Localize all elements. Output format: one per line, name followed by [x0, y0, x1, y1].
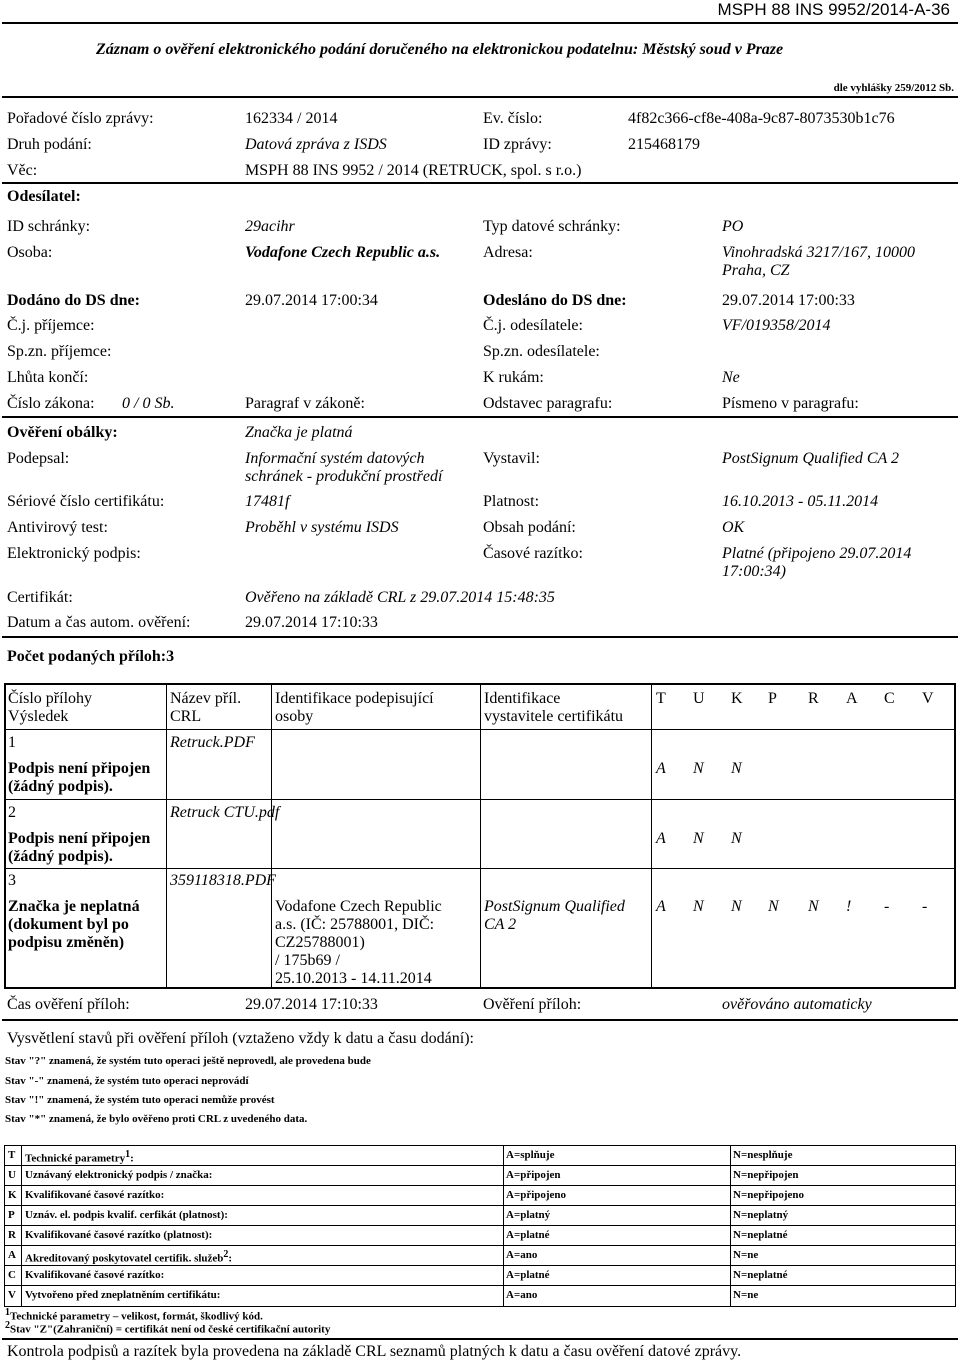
row1-flag-t: A: [656, 760, 666, 777]
row3-signer-line3: CZ25788001): [275, 934, 365, 951]
row1-result-line2: (žádný podpis).: [8, 778, 113, 795]
legend-intro: Vysvětlení stavů při ověření příloh (vztaženo vždy k datu a času dodání):: [7, 1030, 474, 1047]
odeslano-value: 29.07.2014 17:00:33: [722, 292, 855, 309]
podepsal-value-line1: Informační systém datových: [245, 450, 425, 467]
datum-value: 29.07.2014 17:10:33: [245, 614, 378, 631]
rukam-value: Ne: [722, 369, 740, 386]
poradove-label: Pořadové číslo zprávy:: [7, 110, 154, 127]
code-t-yes: A=splňuje: [506, 1149, 555, 1161]
row2-result-line2: (žádný podpis).: [8, 848, 113, 865]
osoba-value: Vodafone Czech Republic a.s.: [245, 244, 441, 261]
header-cislo-line2: Výsledek: [8, 708, 69, 725]
row1-number: 1: [8, 734, 16, 751]
code-c-desc: Kvalifikované časové razítko:: [25, 1269, 165, 1281]
idzpravy-label: ID zprávy:: [483, 136, 552, 153]
ev-value: 4f82c366-cf8e-408a-9c87-8073530b1c76: [628, 110, 895, 127]
pismeno-label: Písmeno v paragrafu:: [722, 395, 859, 412]
elpodpis-label: Elektronický podpis:: [7, 545, 141, 562]
header-nazev-line2: CRL: [170, 708, 202, 725]
code-c: C: [8, 1269, 16, 1281]
cj-odesilatele-value: VF/019358/2014: [722, 317, 831, 334]
code-v-desc: Vytvořeno před zneplatněním certifikátu:: [25, 1289, 221, 1301]
code-r-desc: Kvalifikované časové razítko (platnost):: [25, 1229, 213, 1241]
razitko-value-line2: 17:00:34): [722, 563, 786, 580]
razitko-value-line1: Platné (připojeno 29.07.2014: [722, 545, 912, 562]
poradove-value: 162334 / 2014: [245, 110, 338, 127]
spzn-odesilatele-label: Sp.zn. odesílatele:: [483, 343, 600, 360]
flag-header-v: V: [922, 690, 934, 707]
row3-signer-line2: a.s. (IČ: 25788001, DIČ:: [275, 916, 435, 933]
row2-result-line1: Podpis není připojen: [8, 830, 151, 847]
code-r: R: [8, 1229, 16, 1241]
decree-reference: dle vyhlášky 259/2012 Sb.: [833, 82, 954, 94]
dodano-value: 29.07.2014 17:00:34: [245, 292, 378, 309]
platnost-label: Platnost:: [483, 493, 540, 510]
header-ident-line2: osoby: [275, 708, 314, 725]
seriove-label: Sériové číslo certifikátu:: [7, 493, 165, 510]
code-u: U: [8, 1169, 16, 1181]
adresa-label: Adresa:: [483, 244, 533, 261]
druh-value: Datová zpráva z ISDS: [245, 136, 387, 153]
razitko-label: Časové razítko:: [483, 545, 583, 562]
header-ident-line1: Identifikace podepisující: [275, 690, 434, 707]
cas-overeni-value: 29.07.2014 17:10:33: [245, 996, 378, 1013]
row1-result-line1: Podpis není připojen: [8, 760, 151, 777]
row2-flag-t: A: [656, 830, 666, 847]
row1-filename: Retruck.PDF: [170, 734, 255, 751]
code-p-yes: A=platný: [506, 1209, 551, 1221]
row3-result-line1: Značka je neplatná: [8, 898, 140, 915]
code-a-desc: Akreditovaný poskytovatel certifik. služeb$^2$:: [25, 1249, 233, 1265]
podepsal-label: Podepsal:: [7, 450, 70, 467]
code-p: P: [8, 1209, 15, 1221]
row3-flag-k: N: [731, 898, 742, 915]
adresa-value-line1: Vinohradská 3217/167, 10000: [722, 244, 916, 261]
overeni-priloh-value: ověřováno automaticky: [722, 996, 872, 1013]
row3-signer-line1: Vodafone Czech Republic: [275, 898, 442, 915]
row1-flag-k: N: [731, 760, 742, 777]
flag-header-p: P: [768, 690, 777, 707]
row3-flag-r: N: [808, 898, 819, 915]
row3-flag-c: -: [884, 898, 890, 915]
code-a-yes: A=ano: [506, 1249, 538, 1261]
overeni-obalky-label: Ověření obálky:: [7, 424, 118, 441]
code-u-desc: Uznávaný elektronický podpis / značka:: [25, 1169, 213, 1181]
code-r-no: N=neplatné: [733, 1229, 788, 1241]
adresa-value-line2: Praha, CZ: [722, 262, 790, 279]
row2-number: 2: [8, 804, 16, 821]
platnost-value: 16.10.2013 - 05.11.2014: [722, 493, 879, 510]
ev-label: Ev. číslo:: [483, 110, 543, 127]
legend-line-4: Stav "*" znamená, že bylo ověřeno proti CRL z uvedeného data.: [5, 1113, 308, 1125]
legend-line-1: Stav "?" znamená, že systém tuto operaci ještě neprovedl, ale provedena bude: [5, 1055, 371, 1067]
legend-line-3: Stav "!" znamená, že systém tuto operaci nemůže provést: [5, 1094, 275, 1106]
code-v-yes: A=ano: [506, 1289, 538, 1301]
header-vystavitel-line1: Identifikace: [484, 690, 561, 707]
code-k: K: [8, 1189, 17, 1201]
row3-flag-v: -: [922, 898, 928, 915]
odesilatel-heading: Odesílatel:: [7, 188, 81, 205]
row3-issuer-line2: CA 2: [484, 916, 517, 933]
code-c-no: N=neplatné: [733, 1269, 788, 1281]
row3-flag-p: N: [768, 898, 779, 915]
idschranky-value: 29acihr: [245, 218, 295, 235]
typ-value: PO: [722, 218, 744, 235]
code-a: A: [8, 1249, 16, 1261]
footnote-2: $^2$Stav "Z"(Zahraniční) = certifikát není od české certifikační autority: [5, 1320, 331, 1336]
row3-signer-line4: / 175b69 /: [275, 952, 340, 969]
legend-line-2: Stav "-" znamená, že systém tuto operaci neprovádí: [5, 1075, 249, 1087]
vystavil-value: PostSignum Qualified CA 2: [722, 450, 900, 467]
header-cislo-line1: Číslo přílohy: [8, 690, 93, 707]
document-title: Záznam o ověření elektronického podání doručeného na elektronickou podatelnu: Městský soud v Praze: [96, 41, 784, 58]
code-v-no: N=ne: [733, 1289, 759, 1301]
row3-flag-t: A: [656, 898, 666, 915]
header-nazev-line1: Název příl.: [170, 690, 242, 707]
code-u-no: N=nepřipojen: [733, 1169, 799, 1181]
code-k-desc: Kvalifikované časové razítko:: [25, 1189, 165, 1201]
code-c-yes: A=platné: [506, 1269, 550, 1281]
zakon-label: Číslo zákona:: [7, 395, 95, 412]
spzn-prijemce-label: Sp.zn. příjemce:: [7, 343, 112, 360]
code-t-desc: Technické parametry$^1$:: [25, 1149, 134, 1165]
row3-signer-line5: 25.10.2013 - 14.11.2014: [275, 970, 432, 987]
odstavec-label: Odstavec paragrafu:: [483, 395, 613, 412]
cas-overeni-label: Čas ověření příloh:: [7, 996, 130, 1013]
code-t: T: [8, 1149, 16, 1161]
rukam-label: K rukám:: [483, 369, 544, 386]
code-a-no: N=ne: [733, 1249, 759, 1261]
row3-flag-a: !: [846, 898, 852, 915]
footnote-1: $^1$Technické parametry – velikost, formát, škodlivý kód.: [5, 1307, 263, 1323]
vec-label: Věc:: [7, 162, 38, 179]
podepsal-value-line2: schránek - produkční prostředí: [245, 468, 443, 485]
row3-issuer-line1: PostSignum Qualified: [484, 898, 625, 915]
typ-label: Typ datové schránky:: [483, 218, 621, 235]
row2-flag-u: N: [693, 830, 704, 847]
cj-prijemce-label: Č.j. příjemce:: [7, 317, 95, 334]
flag-header-t: T: [656, 690, 666, 707]
flag-header-k: K: [731, 690, 743, 707]
code-r-yes: A=platné: [506, 1229, 550, 1241]
code-u-yes: A=připojen: [506, 1169, 561, 1181]
dodano-label: Dodáno do DS dne:: [7, 292, 140, 309]
vec-value: MSPH 88 INS 9952 / 2014 (RETRUCK, spol. s r.o.): [245, 162, 582, 179]
overeni-obalky-value: Značka je platná: [245, 424, 353, 441]
code-t-no: N=nesplňuje: [733, 1149, 793, 1161]
code-k-no: N=nepřipojeno: [733, 1189, 805, 1201]
obsah-label: Obsah podání:: [483, 519, 576, 536]
bottom-note: Kontrola podpisů a razítek byla provedena na základě CRL seznamů platných k datu a času ověření datové zprávy.: [7, 1343, 742, 1360]
header-vystavitel-line2: vystavitele certifikátu: [484, 708, 624, 725]
row3-filename: 359118318.PDF: [170, 872, 276, 889]
code-k-yes: A=připojeno: [506, 1189, 567, 1201]
flag-header-u: U: [693, 690, 705, 707]
row2-flag-k: N: [731, 830, 742, 847]
pocet-priloh: Počet podaných příloh:3: [7, 648, 175, 665]
flag-header-r: R: [808, 690, 819, 707]
code-a-sup: 2: [223, 1249, 229, 1260]
zakon-value: 0 / 0 Sb.: [122, 395, 175, 412]
cj-odesilatele-label: Č.j. odesílatele:: [483, 317, 583, 334]
odeslano-label: Odesláno do DS dne:: [483, 292, 627, 309]
antivir-label: Antivirový test:: [7, 519, 108, 536]
row3-result-line2: (dokument byl po: [8, 916, 129, 933]
row2-filename: Retruck CTU.pdf: [170, 804, 280, 821]
document-reference: MSPH 88 INS 9952/2014-A-36: [717, 0, 950, 19]
vystavil-label: Vystavil:: [483, 450, 540, 467]
row1-flag-u: N: [693, 760, 704, 777]
druh-label: Druh podání:: [7, 136, 92, 153]
code-p-desc: Uznáv. el. podpis kvalif. cerfikát (platnost):: [25, 1209, 228, 1221]
code-v: V: [8, 1289, 16, 1301]
flag-header-c: C: [884, 690, 895, 707]
code-t-sup: 1: [125, 1149, 131, 1160]
antivir-value: Proběhl v systému ISDS: [245, 519, 399, 536]
row3-flag-u: N: [693, 898, 704, 915]
idzpravy-value: 215468179: [628, 136, 700, 153]
overeni-priloh-label: Ověření příloh:: [483, 996, 582, 1013]
seriove-value: 17481f: [245, 493, 290, 510]
certifikat-value: Ověřeno na základě CRL z 29.07.2014 15:48:35: [245, 589, 555, 606]
row3-number: 3: [8, 872, 16, 889]
paragraf-label: Paragraf v zákoně:: [245, 395, 365, 412]
osoba-label: Osoba:: [7, 244, 53, 261]
obsah-value: OK: [722, 519, 745, 536]
idschranky-label: ID schránky:: [7, 218, 91, 235]
datum-label: Datum a čas autom. ověření:: [7, 614, 191, 631]
code-p-no: N=neplatný: [733, 1209, 789, 1221]
lhuta-label: Lhůta končí:: [7, 369, 89, 386]
flag-header-a: A: [846, 690, 858, 707]
certifikat-label: Certifikát:: [7, 589, 73, 606]
row3-result-line3: podpisu změněn): [8, 934, 125, 951]
